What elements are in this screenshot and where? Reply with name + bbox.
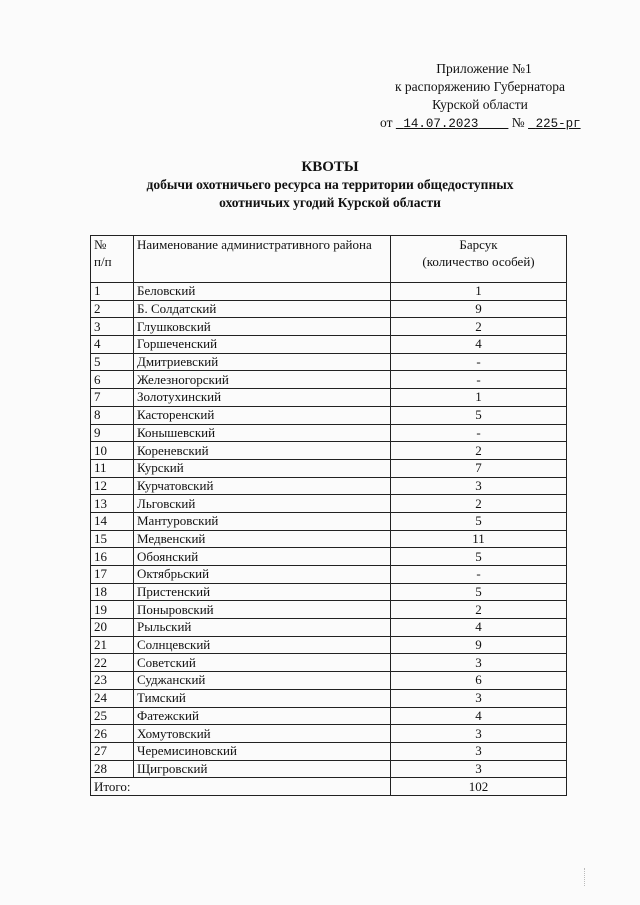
row-number: 8 [91,406,134,424]
district-name: Б. Солдатский [134,300,391,318]
table-row [91,389,567,407]
row-number: 28 [91,760,134,778]
date-prefix: от [380,115,393,130]
row-number: 15 [91,530,134,548]
title-line3: охотничьих угодий Курской области [219,195,441,210]
order-date: 14.07.2023 [403,117,479,131]
row-number: 4 [91,336,134,354]
badger-quota: 4 [391,336,567,354]
table-row [91,689,567,707]
quota-table [90,235,567,796]
table-row [91,353,567,371]
district-name: Конышевский [134,424,391,442]
row-number: 7 [91,389,134,407]
badger-quota: 9 [391,636,567,654]
table-row [91,742,567,760]
row-number: 6 [91,371,134,389]
badger-quota: 2 [391,318,567,336]
district-name: Черемисиновский [134,742,391,760]
badger-quota: - [391,424,567,442]
row-number: 18 [91,583,134,601]
title-line2: добычи охотничьего ресурса на территории общедоступных [146,177,514,192]
row-number: 5 [91,353,134,371]
table-row [91,548,567,566]
row-number: 11 [91,459,134,477]
row-number: 21 [91,636,134,654]
table-row [91,283,567,301]
table-row [91,566,567,584]
total-value: 102 [391,778,567,796]
header-badger: Барсук (количество особей) [391,236,567,283]
badger-quota: 5 [391,583,567,601]
table-row [91,583,567,601]
table-row [91,707,567,725]
district-name: Золотухинский [134,389,391,407]
district-name: Советский [134,654,391,672]
district-name: Октябрьский [134,566,391,584]
district-name: Кореневский [134,442,391,460]
total-label: Итого: [91,778,391,796]
appendix-reference: к распоряжению Губернатора [394,79,566,94]
district-name: Горшеченский [134,336,391,354]
row-number: 1 [91,283,134,301]
table-body [91,283,567,778]
badger-quota: 1 [391,283,567,301]
table-row [91,424,567,442]
badger-quota: 11 [391,530,567,548]
badger-quota: 3 [391,654,567,672]
badger-quota: 4 [391,619,567,637]
table-row [91,336,567,354]
order-number: 225-рг [535,117,581,131]
district-name: Суджанский [134,672,391,690]
appendix-date-line [380,114,600,133]
table-row [91,672,567,690]
row-number: 19 [91,601,134,619]
badger-quota: 6 [391,672,567,690]
district-name: Железногорский [134,371,391,389]
table-row [91,477,567,495]
district-name: Поныровский [134,601,391,619]
row-number: 2 [91,300,134,318]
row-number: 14 [91,512,134,530]
badger-quota: 3 [391,477,567,495]
appendix-region: Курской области [432,97,528,112]
district-name: Касторенский [134,406,391,424]
badger-quota: - [391,371,567,389]
district-name: Беловский [134,283,391,301]
badger-quota: 5 [391,406,567,424]
badger-quota: 3 [391,742,567,760]
table-row [91,371,567,389]
table-row [91,318,567,336]
number-prefix: № [511,115,525,130]
row-number: 13 [91,495,134,513]
table-row [91,495,567,513]
header-number: № п/п [91,236,134,283]
table-row [91,406,567,424]
district-name: Обоянский [134,548,391,566]
scan-mark [584,868,587,886]
badger-quota: 2 [391,442,567,460]
row-number: 3 [91,318,134,336]
table-row [91,654,567,672]
badger-quota: 5 [391,512,567,530]
row-number: 26 [91,725,134,743]
district-name: Тимский [134,689,391,707]
header-district: Наименование административного района [134,236,391,283]
row-number: 10 [91,442,134,460]
district-name: Мантуровский [134,512,391,530]
row-number: 20 [91,619,134,637]
table-row [91,601,567,619]
table-row [91,459,567,477]
district-name: Глушковский [134,318,391,336]
table-row [91,530,567,548]
district-name: Щигровский [134,760,391,778]
row-number: 23 [91,672,134,690]
badger-quota: 1 [391,389,567,407]
badger-quota: 3 [391,725,567,743]
row-number: 24 [91,689,134,707]
appendix-header [360,60,600,133]
row-number: 25 [91,707,134,725]
table-row [91,512,567,530]
district-name: Хомутовский [134,725,391,743]
badger-quota: 3 [391,760,567,778]
badger-quota: 2 [391,495,567,513]
badger-quota: 4 [391,707,567,725]
district-name: Курчатовский [134,477,391,495]
district-name: Дмитриевский [134,353,391,371]
badger-quota: 5 [391,548,567,566]
table-row [91,725,567,743]
row-number: 9 [91,424,134,442]
badger-quota: 3 [391,689,567,707]
document-title [80,158,580,212]
row-number: 27 [91,742,134,760]
total-row [91,778,567,796]
badger-quota: 9 [391,300,567,318]
district-name: Курский [134,459,391,477]
badger-quota: 2 [391,601,567,619]
badger-quota: - [391,566,567,584]
table-row [91,636,567,654]
table-row [91,760,567,778]
table-row [91,619,567,637]
district-name: Льговский [134,495,391,513]
district-name: Рыльский [134,619,391,637]
row-number: 16 [91,548,134,566]
table-row [91,300,567,318]
district-name: Пристенский [134,583,391,601]
title-main: КВОТЫ [301,159,359,175]
row-number: 17 [91,566,134,584]
badger-quota: 7 [391,459,567,477]
row-number: 12 [91,477,134,495]
badger-quota: - [391,353,567,371]
table-row [91,442,567,460]
district-name: Медвенский [134,530,391,548]
district-name: Фатежский [134,707,391,725]
table-header-row [91,236,567,283]
appendix-title: Приложение №1 [436,61,532,76]
row-number: 22 [91,654,134,672]
district-name: Солнцевский [134,636,391,654]
